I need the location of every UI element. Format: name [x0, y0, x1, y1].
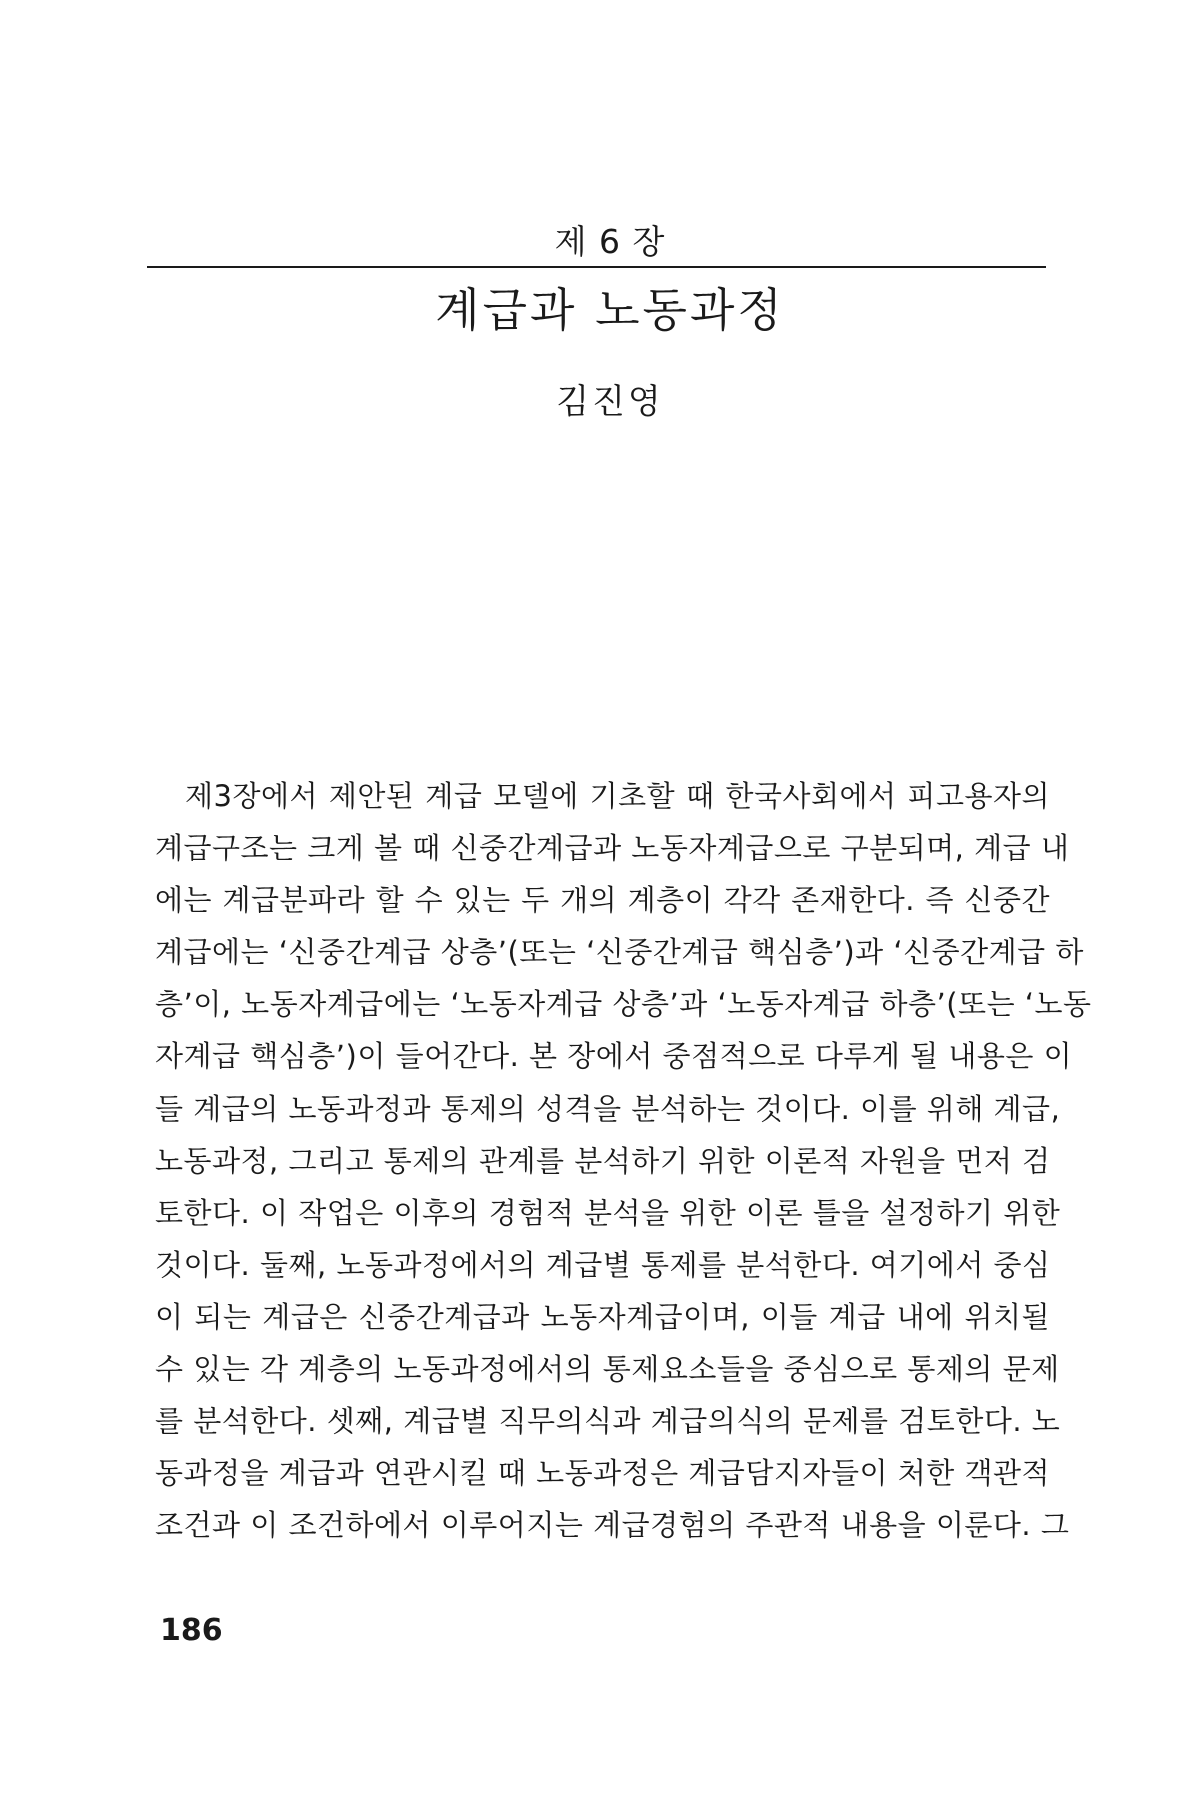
body-line: 이 되는 계급은 신중간계급과 노동자계급이며, 이들 계급 내에 위치될: [155, 1299, 1050, 1334]
body-line: 토한다. 이 작업은 이후의 경험적 분석을 위한 이론 틀을 설정하기 위한: [155, 1195, 1061, 1230]
body-line: 계급에는 ‘신중간계급 상층’(또는 ‘신중간계급 핵심층’)과 ‘신중간계급 하: [155, 935, 1084, 970]
body-line: 제3장에서 제안된 계급 모델에 기초할 때 한국사회에서 피고용자의: [185, 779, 1050, 813]
chapter-title: 계급과 노동과정: [435, 283, 785, 337]
body-line: 계급구조는 크게 볼 때 신중간계급과 노동자계급으로 구분되며, 계급 내: [155, 831, 1070, 866]
body-line: 에는 계급분파라 할 수 있는 두 개의 계층이 각각 존재한다. 즉 신중간: [155, 883, 1050, 918]
body-paragraph: [155, 770, 1092, 1551]
body-line: 조건과 이 조건하에서 이루어지는 계급경험의 주관적 내용을 이룬다. 그: [155, 1508, 1070, 1543]
body-line: 를 분석한다. 셋째, 계급별 직무의식과 계급의식의 문제를 검토한다. 노: [155, 1404, 1061, 1439]
body-line: 자계급 핵심층’)이 들어간다. 본 장에서 중점적으로 다루게 될 내용은 이: [155, 1039, 1073, 1074]
body-line: 동과정을 계급과 연관시킬 때 노동과정은 계급담지자들이 처한 객관적: [155, 1456, 1050, 1491]
body-line: 수 있는 각 계층의 노동과정에서의 통제요소들을 중심으로 통제의 문제: [155, 1352, 1060, 1387]
body-line: 것이다. 둘째, 노동과정에서의 계급별 통제를 분석한다. 여기에서 중심: [155, 1247, 1051, 1282]
chapter-divider: [147, 266, 1046, 268]
chapter-label: 제 6 장: [554, 222, 666, 261]
body-line: 노동과정, 그리고 통제의 관계를 분석하기 위한 이론적 자원을 먼저 검: [155, 1143, 1051, 1178]
body-line: 들 계급의 노동과정과 통제의 성격을 분석하는 것이다. 이를 위해 계급,: [155, 1091, 1061, 1126]
page-number: 186: [160, 1613, 223, 1648]
author-name: 김진영: [556, 382, 664, 422]
body-line: 층’이, 노동자계급에는 ‘노동자계급 상층’과 ‘노동자계급 하층’(또는 ‘노동: [155, 987, 1092, 1022]
